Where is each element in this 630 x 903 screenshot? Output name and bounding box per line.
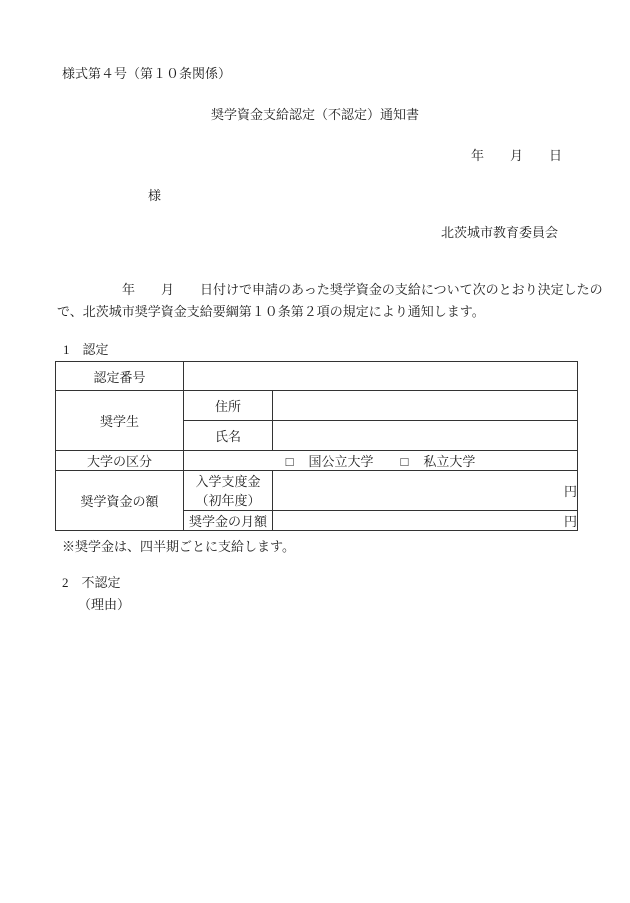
certification-number-label: 認定番号 [56,362,184,391]
certification-number-value [184,362,578,391]
body-line-1: 年 月 日付けで申請のあった奨学資金の支給について次のとおり決定したの [57,282,603,297]
name-label: 氏名 [184,421,273,451]
entrance-allowance-label-line1: 入学支度金 [195,473,261,489]
yen-suffix: 円 [563,484,577,499]
addressee-honorific: 様 [148,188,162,203]
address-label: 住所 [184,391,273,421]
issuer-name: 北茨城市教育委員会 [440,225,558,240]
entrance-allowance-value [273,471,578,511]
entrance-allowance-label [184,471,273,511]
table-row [56,362,578,391]
yen-suffix: 円 [563,514,577,529]
university-type-label: 大学の区分 [56,451,184,471]
body-paragraph [57,279,603,323]
private-label: 私立大学 [423,454,476,469]
national-public-label: 国公立大学 [308,454,374,469]
form-number: 様式第４号（第１０条関係） [62,66,232,81]
section-1-heading: 1 認定 [63,342,109,357]
body-line-2: で、北茨城市奨学資金支給要綱第１０条第２項の規定により通知します。 [57,304,485,319]
private-checkbox-icon: □ [400,454,409,469]
certification-table [55,361,578,531]
scholarship-amount-label: 奨学資金の額 [56,471,184,531]
quarterly-payment-note: ※奨学金は、四半期ごとに支給します。 [62,539,295,554]
date-line: 年 月 日 [470,148,562,163]
university-type-options [184,451,578,471]
monthly-amount-label: 奨学金の月額 [184,511,273,531]
national-public-checkbox-icon: □ [285,454,294,469]
table-row [56,451,578,471]
name-value [273,421,578,451]
student-label: 奨学生 [56,391,184,451]
entrance-allowance-label-line2: （初年度） [195,492,261,508]
table-row [56,391,578,421]
address-value [273,391,578,421]
table-row [56,471,578,511]
document-title: 奨学資金支給認定（不認定）通知書 [210,107,419,122]
section-2-heading: 2 不認定 [62,575,121,590]
monthly-amount-value [273,511,578,531]
reason-label: （理由） [78,597,131,612]
